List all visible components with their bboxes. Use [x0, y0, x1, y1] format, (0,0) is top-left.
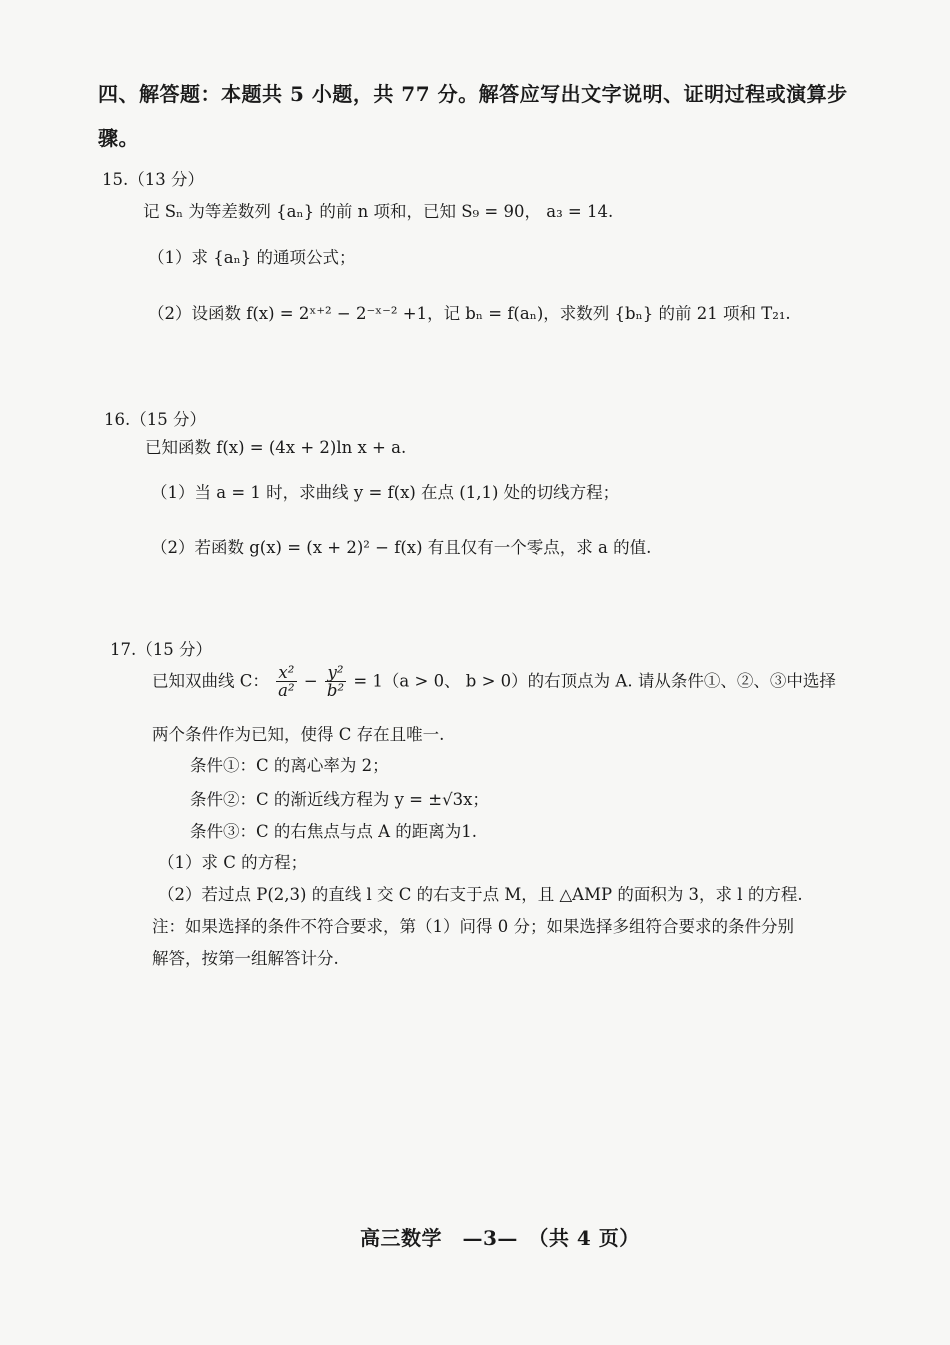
q17-header: 17.（15 分）: [110, 640, 212, 659]
fraction-y2-b2: [325, 664, 346, 700]
q17-stem-line2: 两个条件作为已知，使得 C 存在且唯一.: [152, 725, 445, 744]
q17-condition-1: 条件①：C 的离心率为 2；: [190, 756, 389, 775]
q17-stem-suffix: = 1（a > 0、 b > 0）的右顶点为 A. 请从条件①、②、③中选择: [353, 671, 836, 691]
q15-stem: 记 Sₙ 为等差数列 {aₙ} 的前 n 项和，已知 S₉ = 90， a₃ = 14.: [143, 202, 614, 221]
q17-condition-3: 条件③：C 的右焦点与点 A 的距离为1.: [190, 822, 478, 841]
q16-part2: （2）若函数 g(x) = (x + 2)² − f(x) 有且仅有一个零点，求 a 的值.: [151, 538, 652, 557]
q17-stem: [152, 664, 836, 700]
q16-part1: （1）当 a = 1 时，求曲线 y = f(x) 在点 (1,1) 处的切线方程；: [151, 483, 620, 502]
q17-note-line2: 解答，按第一组解答计分.: [152, 949, 339, 968]
fraction-y2-numerator: y²: [325, 664, 346, 682]
q17-stem-prefix: 已知双曲线 C：: [152, 671, 269, 691]
section-title-line2: 骤。: [98, 126, 139, 150]
page-footer: 高三数学 —3— （共 4 页）: [360, 1226, 640, 1250]
fraction-x2-a2: [276, 664, 296, 700]
section-title-line1: 四、解答题：本题共 5 小题，共 77 分。解答应写出文字说明、证明过程或演算步: [98, 82, 848, 106]
q17-condition-2: 条件②：C 的渐近线方程为 y = ±√3x；: [190, 790, 489, 809]
q17-note-line1: 注：如果选择的条件不符合要求，第（1）问得 0 分；如果选择多组符合要求的条件分别: [152, 917, 794, 936]
fraction-b2-denominator: b²: [326, 681, 345, 701]
q15-part1: （1）求 {aₙ} 的通项公式；: [148, 248, 356, 267]
q17-part2: （2）若过点 P(2,3) 的直线 l 交 C 的右支于点 M，且 △AMP 的面积为 3，求 l 的方程.: [158, 885, 803, 904]
fraction-a2-denominator: a²: [278, 681, 295, 701]
q15-part2: （2）设函数 f(x) = 2ˣ⁺² − 2⁻ˣ⁻² +1，记 bₙ = f(aₙ)，求数列 {bₙ} 的前 21 项和 T₂₁.: [148, 304, 791, 323]
q16-stem: 已知函数 f(x) = (4x + 2)ln x + a.: [145, 438, 407, 457]
q16-header: 16.（15 分）: [104, 410, 206, 429]
q17-part1: （1）求 C 的方程；: [158, 853, 308, 872]
minus-sign: −: [303, 671, 318, 691]
fraction-x2-numerator: x²: [276, 664, 296, 682]
q15-header: 15.（13 分）: [102, 170, 204, 189]
